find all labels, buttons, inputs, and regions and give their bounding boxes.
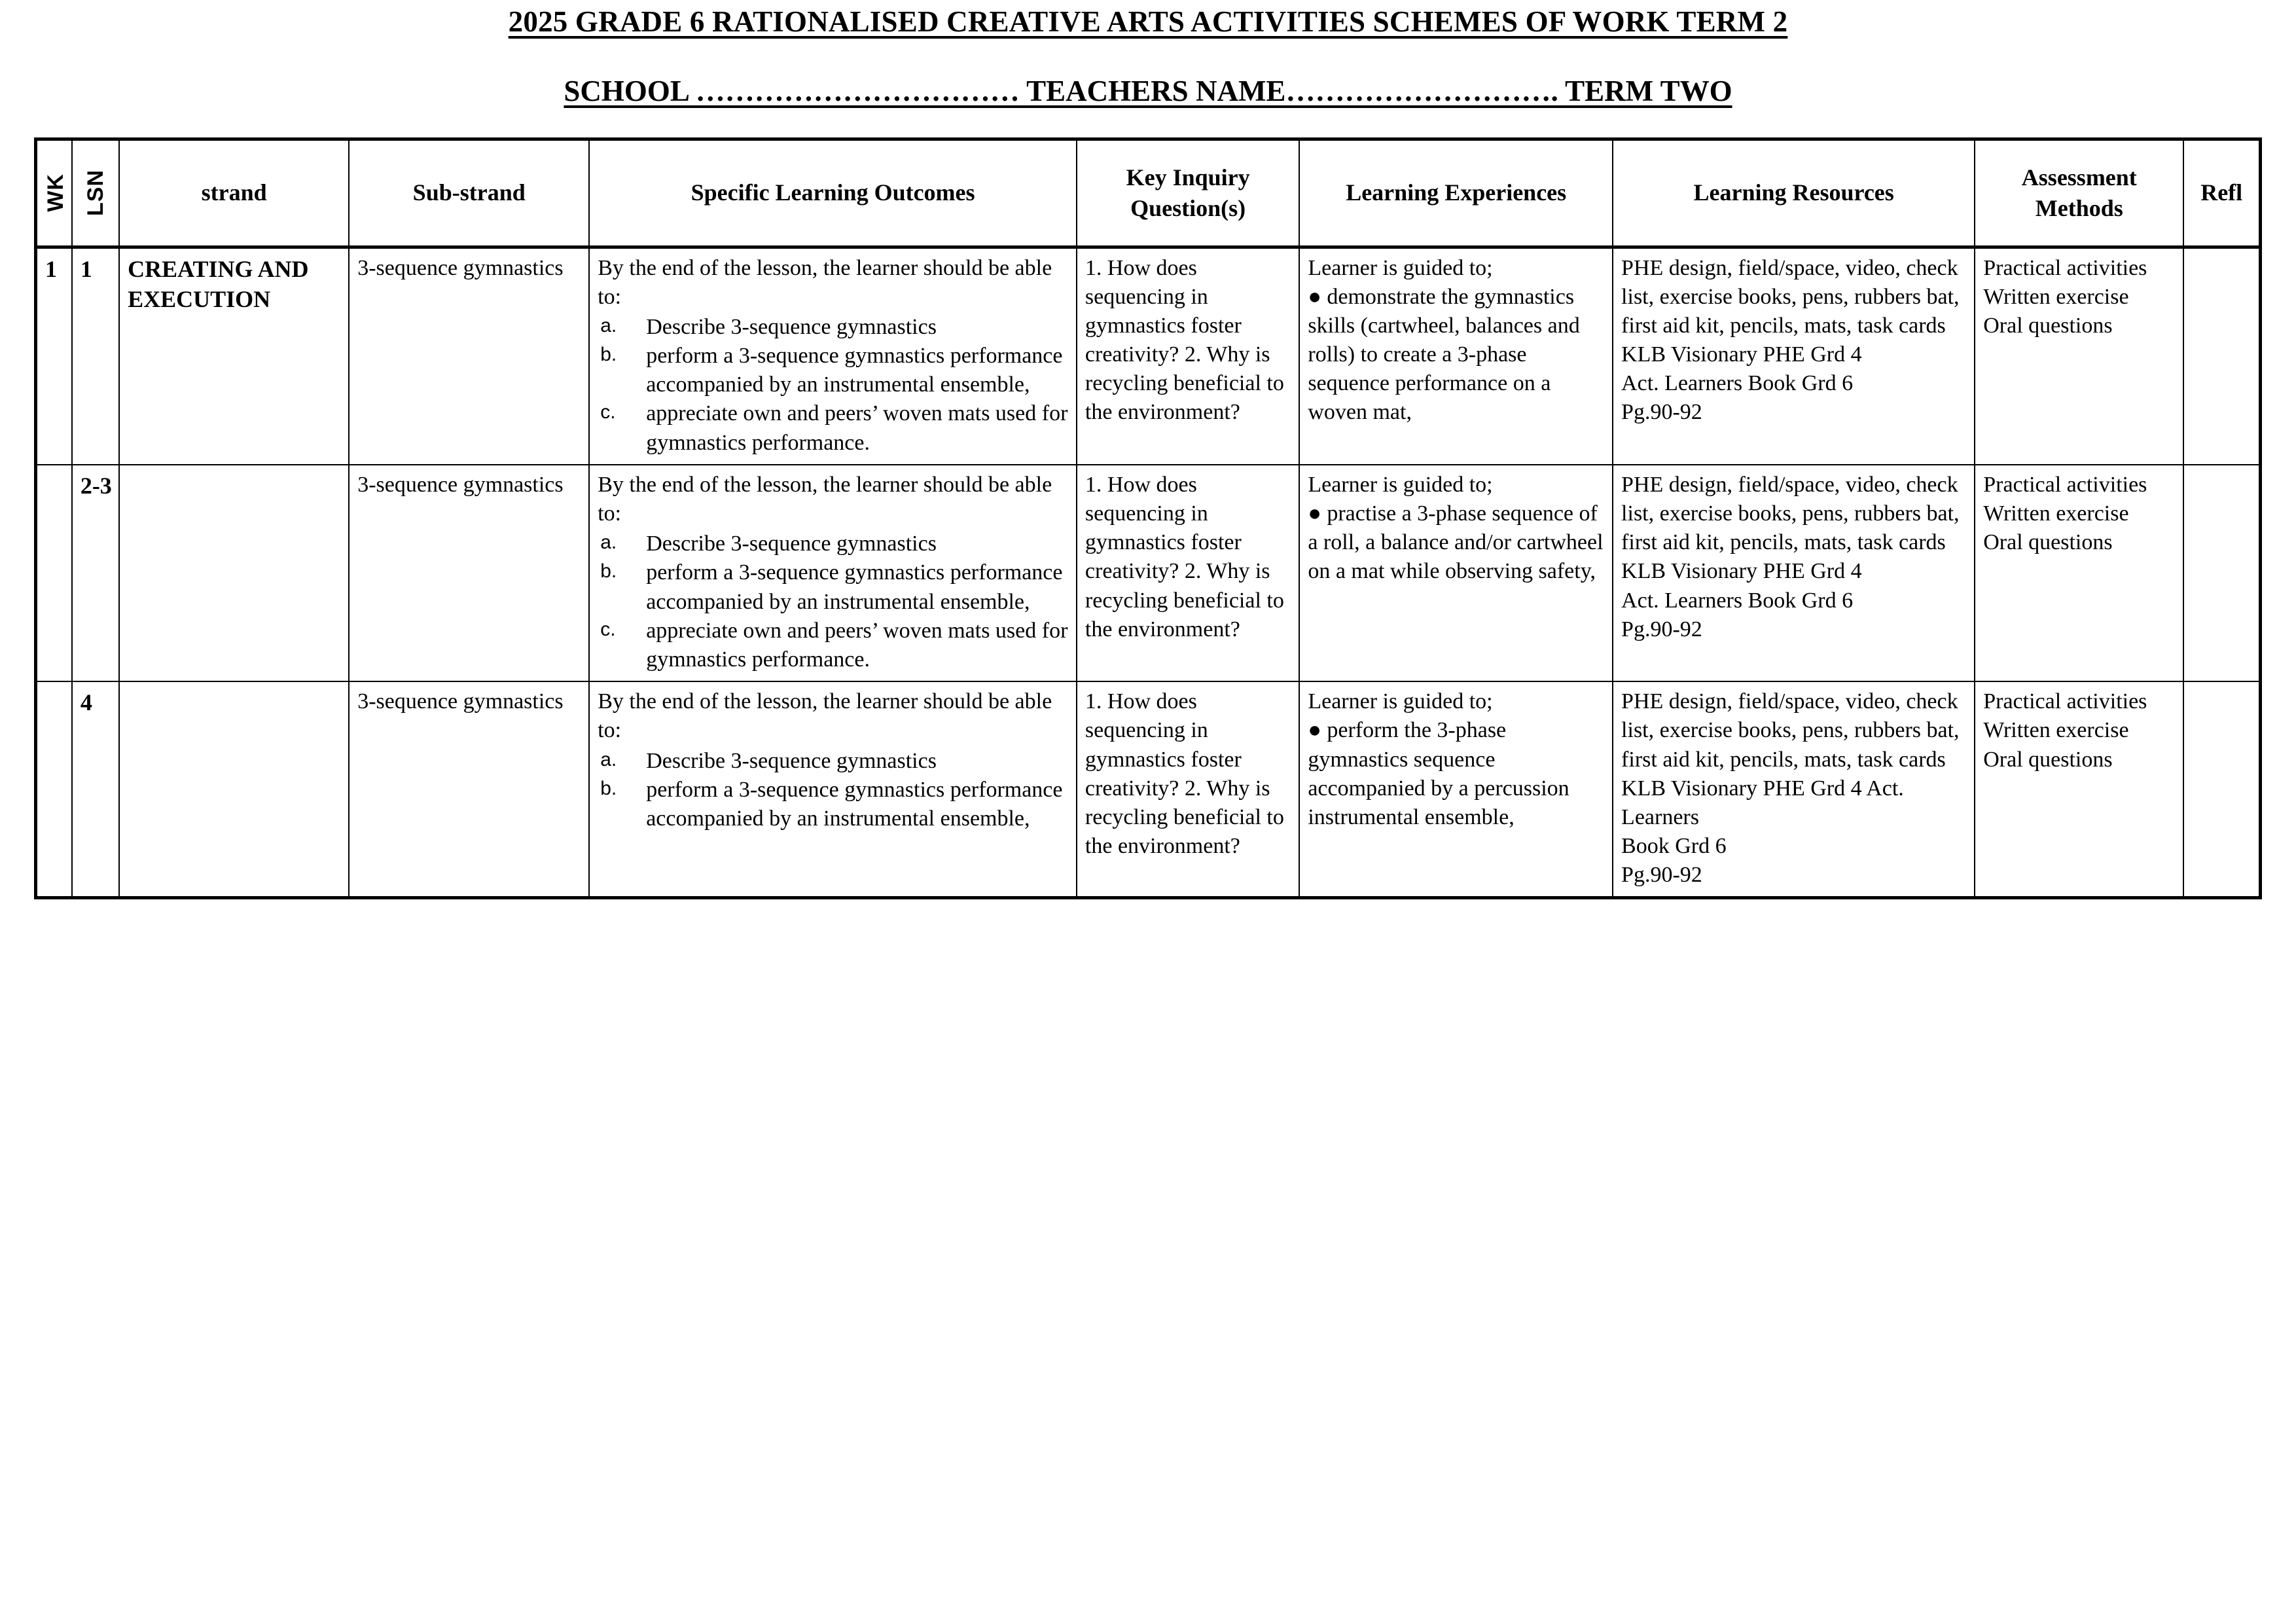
page-title xyxy=(0,5,2296,39)
assessment-method-line: Written exercise xyxy=(1983,501,2129,526)
cell-specific-learning-outcomes xyxy=(589,681,1077,898)
outcome-marker: a. xyxy=(600,532,617,554)
assessment-method-line: Oral questions xyxy=(1983,530,2113,555)
assessment-method-line: Written exercise xyxy=(1983,284,2129,309)
cell-reflection[interactable] xyxy=(2183,247,2260,465)
cell-lesson: 2-3 xyxy=(72,465,119,681)
table-header xyxy=(36,139,2261,247)
outcome-marker: b. xyxy=(600,344,617,366)
cell-lesson: 4 xyxy=(72,681,119,898)
learning-resource-line: Act. Learners Book Grd 6 xyxy=(1621,588,1854,613)
assessment-method-line: Written exercise xyxy=(1983,718,2129,743)
learning-resource-line: PHE design, field/space, video, check list, exercise books, pens, rubbers bat, first aid kit, pencils, mats, task cards KLB Visionary PHE Grd 4 Act. Learners xyxy=(1621,689,1960,829)
title-block xyxy=(0,0,2296,109)
cell-lesson: 1 xyxy=(72,247,119,465)
header-lsn xyxy=(72,139,119,247)
header-assessment-methods: Assessment Methods xyxy=(1975,139,2183,247)
outcome-item: a. Describe 3-sequence gymnastics xyxy=(598,530,1069,558)
schemes-of-work-table xyxy=(34,137,2262,900)
outcome-marker: b. xyxy=(600,777,617,799)
outcome-marker: c. xyxy=(600,401,616,424)
header-lsn-label: LSN xyxy=(82,170,108,216)
page-subtitle-text: SCHOOL …………………………… TEACHERS NAME………………………. TERM TWO xyxy=(564,74,1732,107)
cell-specific-learning-outcomes xyxy=(589,247,1077,465)
cell-strand xyxy=(119,465,349,681)
outcome-marker: b. xyxy=(600,560,617,583)
cell-week: 1 xyxy=(36,247,72,465)
cell-key-inquiry-questions xyxy=(1077,247,1299,465)
header-wk xyxy=(36,139,72,247)
outcomes-lead: By the end of the lesson, the learner should be able to: xyxy=(598,472,1052,526)
cell-learning-experiences xyxy=(1299,465,1613,681)
learning-resource-line: Act. Learners Book Grd 6 xyxy=(1621,371,1854,396)
learning-resource-line: Book Grd 6 xyxy=(1621,834,1727,859)
outcome-marker: c. xyxy=(600,618,616,640)
cell-week xyxy=(36,681,72,898)
cell-specific-learning-outcomes xyxy=(589,465,1077,681)
learning-experiences-lead: Learner is guided to; xyxy=(1308,255,1493,280)
cell-learning-resources xyxy=(1613,681,1975,898)
learning-resource-line: PHE design, field/space, video, check list, exercise books, pens, rubbers bat, first aid kit, pencils, mats, task cards KLB Visionary PHE Grd 4 xyxy=(1621,255,1960,367)
learning-resource-line: Pg.90-92 xyxy=(1621,400,1702,425)
cell-sub-strand: 3-sequence gymnastics xyxy=(349,465,589,681)
cell-learning-resources xyxy=(1613,465,1975,681)
header-learning-experiences: Learning Experiences xyxy=(1299,139,1613,247)
header-strand: strand xyxy=(119,139,349,247)
learning-resource-line: PHE design, field/space, video, check list, exercise books, pens, rubbers bat, first aid kit, pencils, mats, task cards KLB Visionary PHE Grd 4 xyxy=(1621,472,1960,584)
learning-resource-line: Pg.90-92 xyxy=(1621,617,1702,641)
learning-experiences-bullet: ● demonstrate the gymnastics skills (cartwheel, balances and rolls) to create a 3-phase sequence performance on a woven mat, xyxy=(1308,284,1580,425)
learning-experiences-lead: Learner is guided to; xyxy=(1308,689,1493,714)
header-specific-learning-outcomes: Specific Learning Outcomes xyxy=(589,139,1077,247)
outcome-marker: a. xyxy=(600,748,617,770)
outcomes-list xyxy=(598,313,1069,458)
cell-reflection[interactable] xyxy=(2183,681,2260,898)
header-reflection: Refl xyxy=(2183,139,2260,247)
outcomes-list xyxy=(598,747,1069,834)
header-learning-resources: Learning Resources xyxy=(1613,139,1975,247)
learning-resource-line: Pg.90-92 xyxy=(1621,863,1702,888)
cell-strand xyxy=(119,681,349,898)
header-wk-label: WK xyxy=(43,173,68,212)
assessment-method-line: Practical activities xyxy=(1983,255,2147,280)
cell-strand: CREATING AND EXECUTION xyxy=(119,247,349,465)
cell-assessment-methods xyxy=(1975,465,2183,681)
header-sub-strand: Sub-strand xyxy=(349,139,589,247)
page-subtitle xyxy=(0,75,2296,109)
schemes-of-work-table-wrapper xyxy=(0,137,2296,900)
assessment-method-line: Practical activities xyxy=(1983,472,2147,497)
cell-learning-experiences xyxy=(1299,247,1613,465)
table-row xyxy=(36,681,2261,898)
outcome-marker: a. xyxy=(600,314,617,336)
key-inquiry-text: 1. How does sequencing in gymnastics foster creativity? 2. Why is recycling beneficial to the environment? xyxy=(1085,255,1284,425)
outcomes-list xyxy=(598,530,1069,674)
page-title-text: 2025 GRADE 6 RATIONALISED CREATIVE ARTS ACTIVITIES SCHEMES OF WORK TERM 2 xyxy=(508,5,1788,38)
table-body xyxy=(36,247,2261,898)
outcomes-lead: By the end of the lesson, the learner should be able to: xyxy=(598,255,1052,309)
assessment-method-line: Oral questions xyxy=(1983,313,2113,338)
table-row xyxy=(36,247,2261,465)
header-key-inquiry-questions: Key Inquiry Question(s) xyxy=(1077,139,1299,247)
cell-sub-strand: 3-sequence gymnastics xyxy=(349,681,589,898)
outcome-item: c. appreciate own and peers’ woven mats used for gymnastics performance. xyxy=(598,617,1069,674)
cell-week xyxy=(36,465,72,681)
cell-assessment-methods xyxy=(1975,247,2183,465)
outcome-item: c. appreciate own and peers’ woven mats used for gymnastics performance. xyxy=(598,399,1069,457)
cell-learning-resources xyxy=(1613,247,1975,465)
key-inquiry-text: 1. How does sequencing in gymnastics foster creativity? 2. Why is recycling beneficial to the environment? xyxy=(1085,472,1284,641)
outcome-item: b. perform a 3-sequence gymnastics performance accompanied by an instrumental ensemble, xyxy=(598,558,1069,616)
cell-learning-experiences xyxy=(1299,681,1613,898)
cell-sub-strand: 3-sequence gymnastics xyxy=(349,247,589,465)
assessment-method-line: Practical activities xyxy=(1983,689,2147,714)
outcome-item: a. Describe 3-sequence gymnastics xyxy=(598,313,1069,342)
table-row xyxy=(36,465,2261,681)
header-row xyxy=(36,139,2261,247)
outcome-item: b. perform a 3-sequence gymnastics performance accompanied by an instrumental ensemble, xyxy=(598,776,1069,833)
learning-experiences-lead: Learner is guided to; xyxy=(1308,472,1493,497)
assessment-method-line: Oral questions xyxy=(1983,747,2113,772)
cell-reflection[interactable] xyxy=(2183,465,2260,681)
learning-experiences-bullet: ● perform the 3-phase gymnastics sequence accompanied by a percussion instrumental ensemble, xyxy=(1308,718,1570,829)
learning-experiences-bullet: ● practise a 3-phase sequence of a roll, a balance and/or cartwheel on a mat while observing safety, xyxy=(1308,501,1604,584)
outcome-item: a. Describe 3-sequence gymnastics xyxy=(598,747,1069,776)
cell-key-inquiry-questions xyxy=(1077,465,1299,681)
cell-key-inquiry-questions xyxy=(1077,681,1299,898)
cell-assessment-methods xyxy=(1975,681,2183,898)
outcomes-lead: By the end of the lesson, the learner should be able to: xyxy=(598,689,1052,743)
outcome-item: b. perform a 3-sequence gymnastics performance accompanied by an instrumental ensemble, xyxy=(598,342,1069,399)
key-inquiry-text: 1. How does sequencing in gymnastics foster creativity? 2. Why is recycling beneficial to the environment? xyxy=(1085,689,1284,859)
